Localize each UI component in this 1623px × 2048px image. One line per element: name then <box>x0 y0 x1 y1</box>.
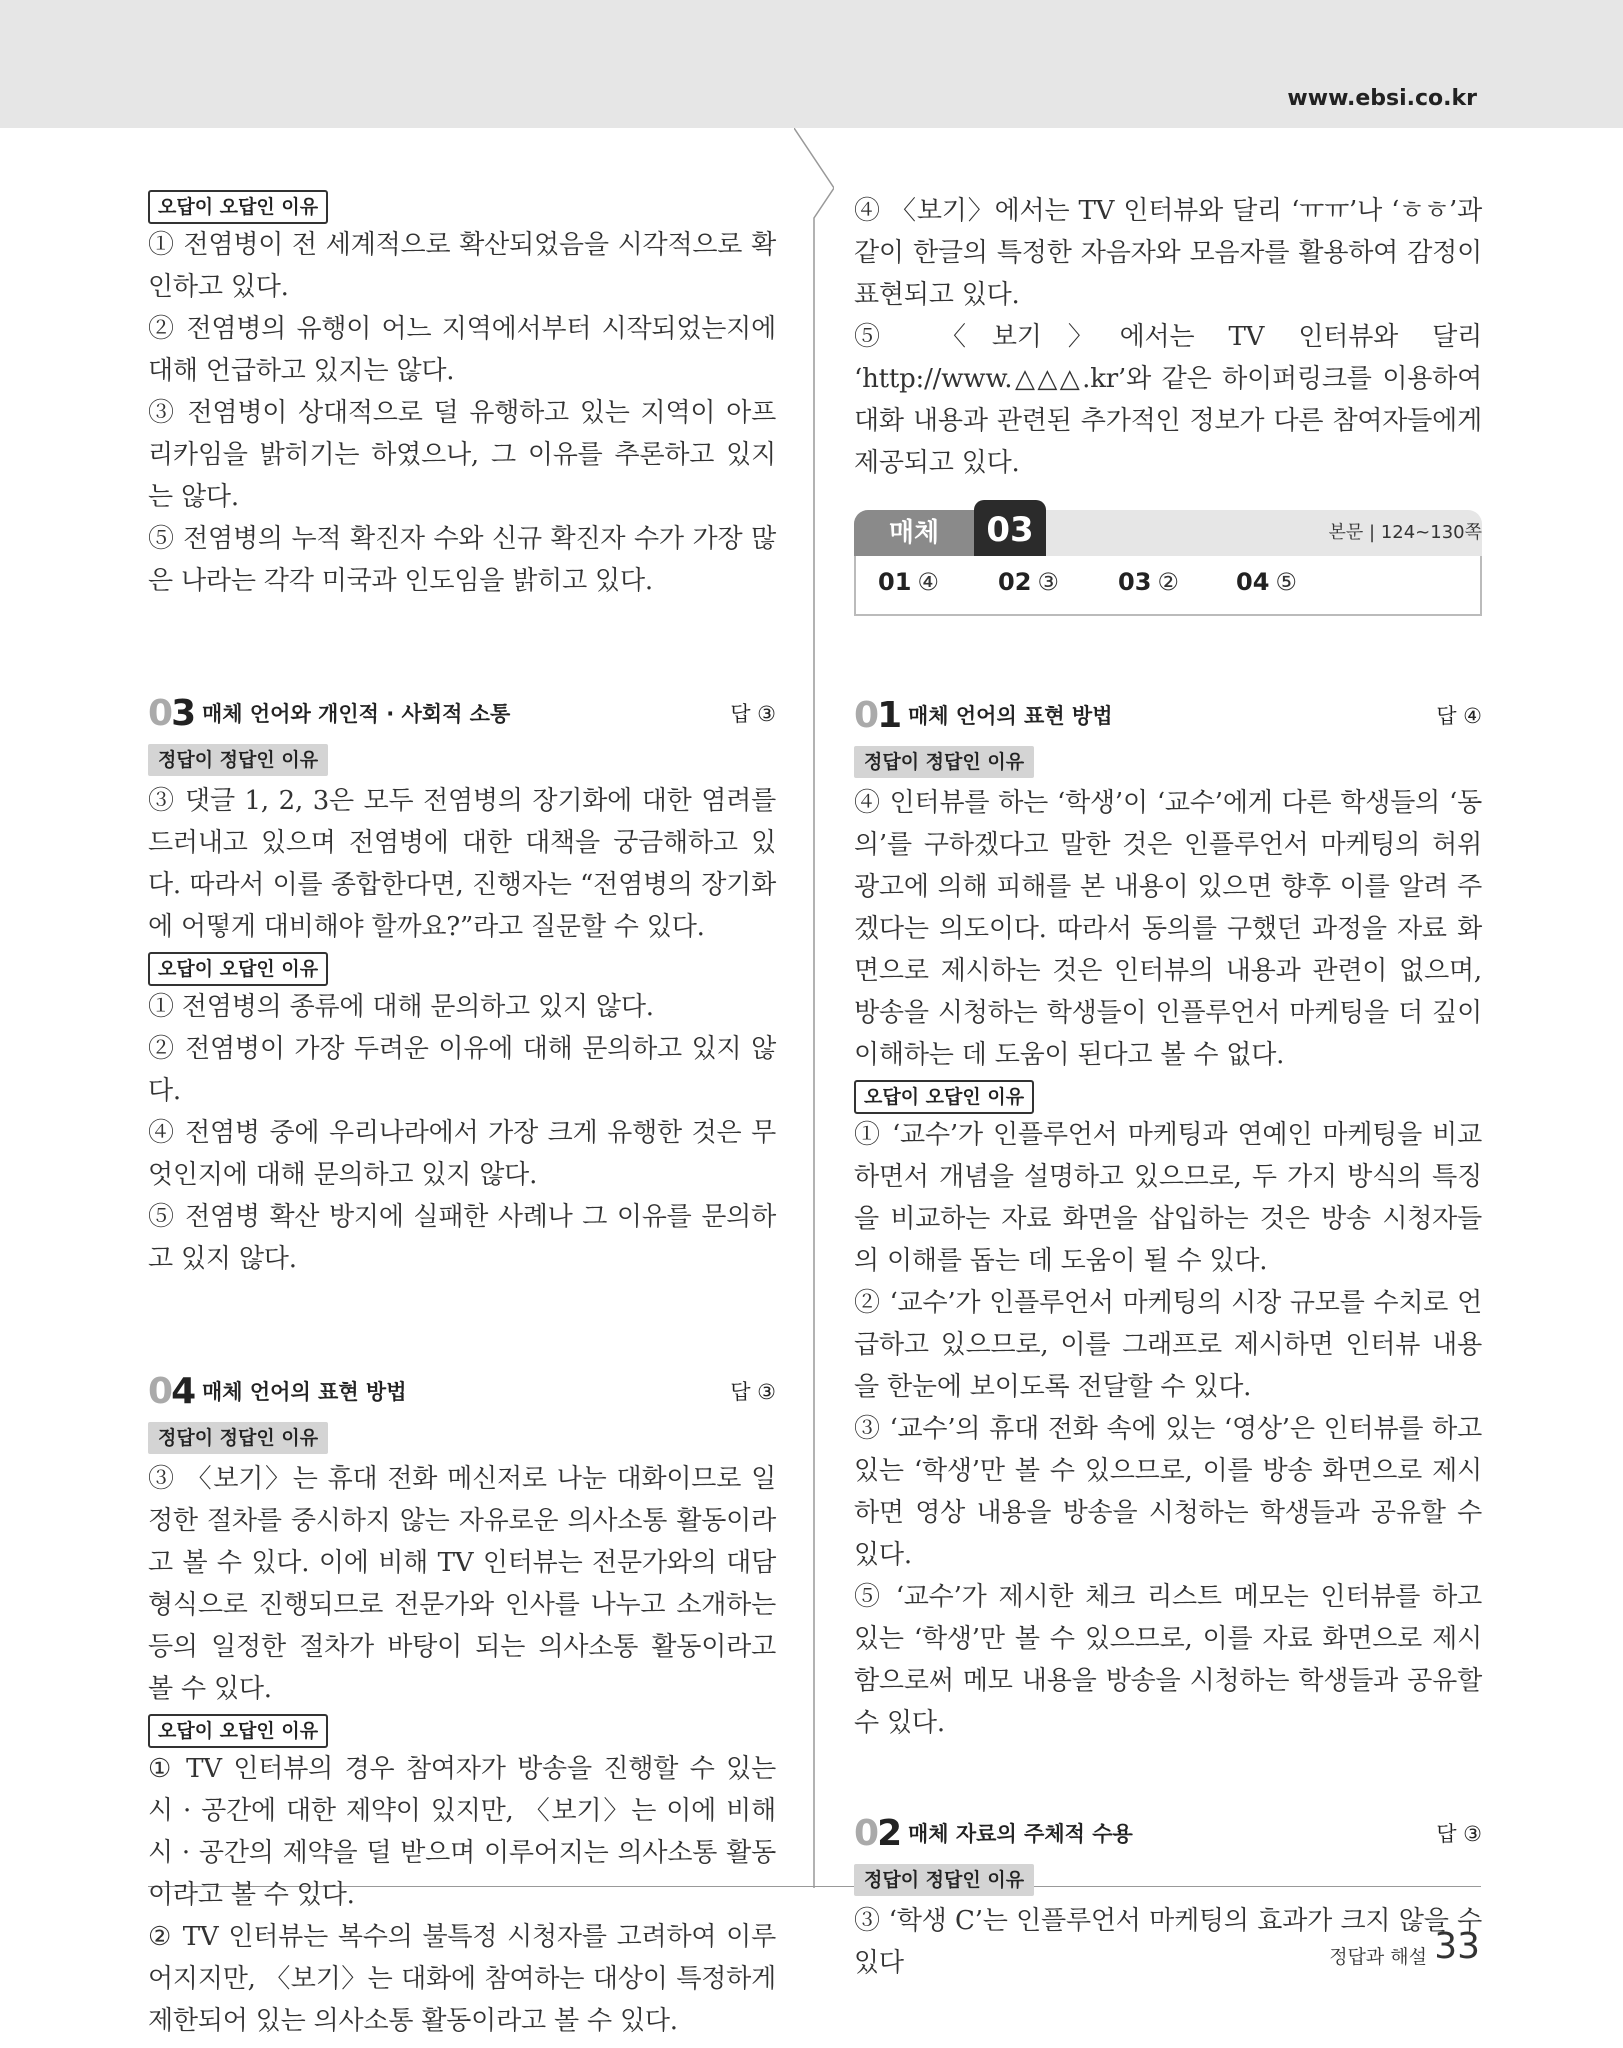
wrong-item: ② 전염병이 가장 두려운 이유에 대해 문의하고 있지 않다. <box>148 1034 776 1106</box>
question-header-04 <box>148 1366 776 1412</box>
question-number: 02 <box>854 1813 901 1854</box>
correct-reason-tag: 정답이 정답인 이유 <box>148 744 328 776</box>
page-number: 33 <box>1434 1926 1480 1967</box>
media-pages: 본문 | 124~130쪽 <box>1328 522 1482 543</box>
wrong-item: ⑤ 전염병의 누적 확진자 수와 신규 확진자 수가 가장 많은 나라는 각각 미국과 인도임을 밝히고 있다. <box>148 524 776 596</box>
question-title: 매체 언어의 표현 방법 <box>908 704 1113 728</box>
correct-text: ③ 〈보기〉는 휴대 전화 메신저로 나눈 대화이므로 일정한 절차를 중시하지 않는 자유로운 의사소통 활동이라고 볼 수 있다. 이에 비해 TV 인터뷰는 전문가와의 대담 형식으로 진행되므로 전문가와 인사를 나누고 소개하는 등의 일정한 절차가 바탕이 되는 의사소통 활동이라고 볼 수 있다. <box>148 1464 776 1704</box>
question-header-02 <box>854 1808 1482 1854</box>
wrong-item: ③ 전염병이 상대적으로 덜 유행하고 있는 지역이 아프리카임을 밝히기는 하였으나, 그 이유를 추론하고 있지는 않다. <box>148 398 776 512</box>
question-number: 04 <box>148 1371 195 1412</box>
correct-reason-tag: 정답이 정답인 이유 <box>854 746 1034 778</box>
column-divider <box>794 128 834 1888</box>
wrong-item: ② TV 인터뷰는 복수의 불특정 시청자를 고려하여 이루어지지만, 〈보기〉는 대화에 참여하는 대상이 특정하게 제한되어 있는 의사소통 활동이라고 볼 수 있다. <box>148 1922 776 2036</box>
question-number: 03 <box>148 693 195 734</box>
question-answer: 답 ③ <box>730 702 776 726</box>
right-column-top <box>854 190 1482 484</box>
wrong-reason-tag: 오답이 오답인 이유 <box>148 952 328 986</box>
answer-item: 01 ④ <box>878 568 939 596</box>
wrong-item: ⑤ 전염병 확산 방지에 실패한 사례나 그 이유를 문의하고 있지 않다. <box>148 1202 776 1274</box>
correct-text: ③ 댓글 1, 2, 3은 모두 전염병의 장기화에 대한 염려를 드러내고 있으며 전염병에 대한 대책을 궁금해하고 있다. 따라서 이를 종합한다면, 진행자는 “전염병의 장기화에 어떻게 대비해야 할까요?”라고 질문할 수 있다. <box>148 786 776 942</box>
wrong-reason-tag: 오답이 오답인 이유 <box>148 190 328 224</box>
wrong-item: ② ‘교수’가 인플루언서 마케팅의 시장 규모를 수치로 언급하고 있으므로, 이를 그래프로 제시하면 인터뷰 내용을 한눈에 보이도록 전달할 수 있다. <box>854 1288 1482 1402</box>
question-title: 매체 언어의 표현 방법 <box>202 1380 407 1404</box>
question-header-03 <box>148 688 776 734</box>
question-title: 매체 언어와 개인적 · 사회적 소통 <box>202 702 511 726</box>
correct-reason-tag: 정답이 정답인 이유 <box>148 1422 328 1454</box>
wrong-item: ① TV 인터뷰의 경우 참여자가 방송을 진행할 수 있는 시 · 공간에 대한 제약이 있지만, 〈보기〉는 이에 비해 시 · 공간의 제약을 덜 받으며 이루어지는 의사소통 활동이라고 볼 수 있다. <box>148 1754 776 1910</box>
answer-item: 03 ② <box>1118 568 1179 596</box>
question-answer: 답 ③ <box>730 1380 776 1404</box>
wrong-item: ⑤ 〈보기〉에서는 TV 인터뷰와 달리 ‘http://www.△△△.kr’와 같은 하이퍼링크를 이용하여 대화 내용과 관련된 추가적인 정보가 다른 참여자들에게 제공되고 있다. <box>854 322 1482 478</box>
answer-item: 04 ⑤ <box>1236 568 1297 596</box>
correct-reason-tag: 정답이 정답인 이유 <box>854 1864 1034 1896</box>
correct-text: ④ 인터뷰를 하는 ‘학생’이 ‘교수’에게 다른 학생들의 ‘동의’를 구하겠다고 말한 것은 인플루언서 마케팅의 허위 광고에 의해 피해를 본 내용이 있으면 향후 이를 알려 주겠다는 의도이다. 따라서 동의를 구했던 과정을 자료 화면으로 제시하는 것은 인터뷰의 내용과 관련이 없으며, 방송을 시청하는 학생들이 인플루언서 마케팅을 더 깊이 이해하는 데 도움이 된다고 볼 수 없다. <box>854 788 1482 1070</box>
wrong-item: ① 전염병이 전 세계적으로 확산되었음을 시각적으로 확인하고 있다. <box>148 230 776 302</box>
wrong-reason-tag: 오답이 오답인 이유 <box>854 1080 1034 1114</box>
question-answer: 답 ③ <box>1436 1822 1482 1846</box>
wrong-item: ② 전염병의 유행이 어느 지역에서부터 시작되었는지에 대해 언급하고 있지는 않다. <box>148 314 776 386</box>
question-answer: 답 ④ <box>1436 704 1482 728</box>
left-column <box>148 186 776 2042</box>
media-answer-box <box>854 500 1482 618</box>
question-title: 매체 자료의 주체적 수용 <box>908 1822 1133 1846</box>
wrong-item: ③ ‘교수’의 휴대 전화 속에 있는 ‘영상’은 인터뷰를 하고 있는 ‘학생’만 볼 수 있으므로, 이를 방송 화면으로 제시하면 영상 내용을 방송을 시청하는 학생들과 공유할 수 있다. <box>854 1414 1482 1570</box>
wrong-item: ⑤ ‘교수’가 제시한 체크 리스트 메모는 인터뷰를 하고 있는 ‘학생’만 볼 수 있으므로, 이를 자료 화면으로 제시함으로써 메모 내용을 방송을 시청하는 학생들과 공유할 수 있다. <box>854 1582 1482 1738</box>
correct-text: ③ ‘학생 C’는 인플루언서 마케팅의 효과가 크지 않을 수 있다 <box>854 1906 1482 1978</box>
wrong-item: ① 전염병의 종류에 대해 문의하고 있지 않다. <box>148 992 654 1022</box>
media-number: 03 <box>974 500 1046 556</box>
question-header-01 <box>854 690 1482 736</box>
wrong-item: ④ 〈보기〉에서는 TV 인터뷰와 달리 ‘ㅠㅠ’나 ‘ㅎㅎ’과 같이 한글의 특정한 자음자와 모음자를 활용하여 감정이 표현되고 있다. <box>854 196 1482 310</box>
answer-item: 02 ③ <box>998 568 1059 596</box>
question-number: 01 <box>854 695 901 736</box>
site-url: www.ebsi.co.kr <box>1287 86 1477 111</box>
footer-label: 정답과 해설 <box>1329 1946 1427 1968</box>
media-answer-list <box>854 556 1482 616</box>
media-label: 매체 <box>854 510 974 556</box>
right-column-main <box>854 690 1482 1984</box>
wrong-item: ① ‘교수’가 인플루언서 마케팅과 연예인 마케팅을 비교하면서 개념을 설명하고 있으므로, 두 가지 방식의 특징을 비교하는 자료 화면을 삽입하는 것은 방송 시청자들의 이해를 돕는 데 도움이 될 수 있다. <box>854 1120 1482 1276</box>
wrong-item: ④ 전염병 중에 우리나라에서 가장 크게 유행한 것은 무엇인지에 대해 문의하고 있지 않다. <box>148 1118 776 1190</box>
wrong-reason-tag: 오답이 오답인 이유 <box>148 1714 328 1748</box>
